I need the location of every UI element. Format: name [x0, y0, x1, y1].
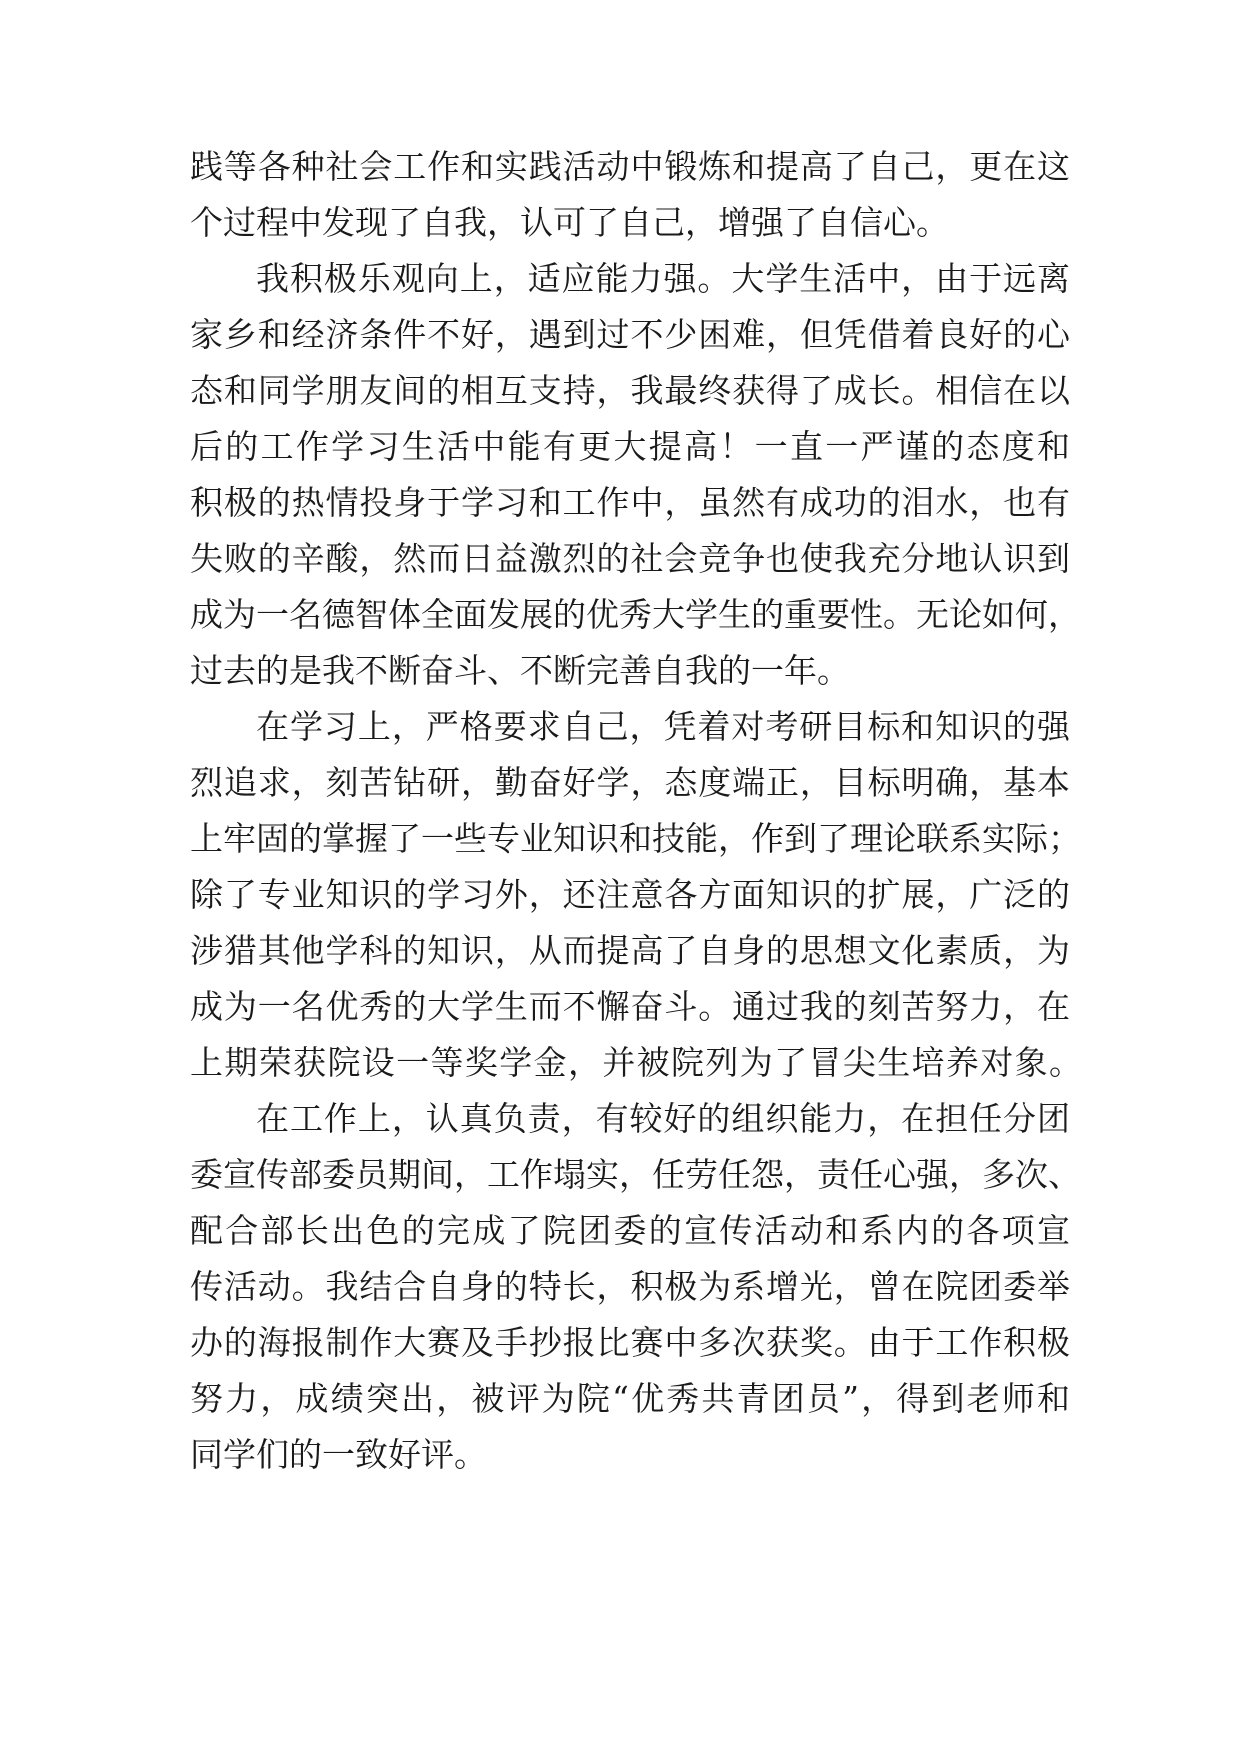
text-line: 上期荣获院设一等奖学金，并被院列为了冒尖生培养对象。: [190, 1043, 1082, 1082]
text-line: 涉猎其他学科的知识，从而提高了自身的思想文化素质，为: [190, 931, 1070, 970]
text-line: 努力，成绩突出，被评为院“优秀共青团员”，得到老师和: [190, 1379, 1070, 1418]
text-line: 烈追求，刻苦钻研，勤奋好学，态度端正，目标明确，基本: [190, 763, 1070, 802]
text-line: 上牢固的掌握了一些专业知识和技能，作到了理论联系实际；: [190, 819, 1081, 858]
text-line: 失败的辛酸，然而日益激烈的社会竞争也使我充分地认识到: [190, 539, 1070, 578]
text-line: 办的海报制作大赛及手抄报比赛中多次获奖。由于工作积极: [190, 1323, 1070, 1362]
text-line: 后的工作学习生活中能有更大提高！一直一严谨的态度和: [190, 427, 1070, 466]
text-line: 积极的热情投身于学习和工作中，虽然有成功的泪水，也有: [190, 483, 1070, 522]
text-line: 成为一名优秀的大学生而不懈奋斗。通过我的刻苦努力，在: [190, 987, 1070, 1026]
text-line: 同学们的一致好评。: [190, 1435, 487, 1474]
text-line: 配合部长出色的完成了院团委的宣传活动和系内的各项宣: [190, 1211, 1070, 1250]
text-line: 过去的是我不断奋斗、不断完善自我的一年。: [190, 651, 850, 690]
text-line: 家乡和经济条件不好，遇到过不少困难，但凭借着良好的心: [190, 315, 1070, 354]
text-line: 态和同学朋友间的相互支持，我最终获得了成长。相信在以: [190, 371, 1070, 410]
paragraph-first-line: 在学习上，严格要求自己，凭着对考研目标和知识的强: [256, 707, 1070, 746]
text-line: 成为一名德智体全面发展的优秀大学生的重要性。无论如何，: [190, 595, 1081, 634]
paragraph-first-line: 我积极乐观向上，适应能力强。大学生活中，由于远离: [256, 259, 1070, 298]
paragraph-first-line: 在工作上，认真负责，有较好的组织能力，在担任分团: [256, 1099, 1070, 1138]
text-line: 委宣传部委员期间，工作塌实，任劳任怨，责任心强，多次、: [190, 1155, 1081, 1194]
text-line: 传活动。我结合自身的特长，积极为系增光，曾在院团委举: [190, 1267, 1070, 1306]
text-line: 践等各种社会工作和实践活动中锻炼和提高了自己，更在这: [190, 147, 1070, 186]
text-line: 个过程中发现了自我，认可了自己，增强了自信心。: [190, 203, 949, 242]
text-line: 除了专业知识的学习外，还注意各方面知识的扩展，广泛的: [190, 875, 1070, 914]
